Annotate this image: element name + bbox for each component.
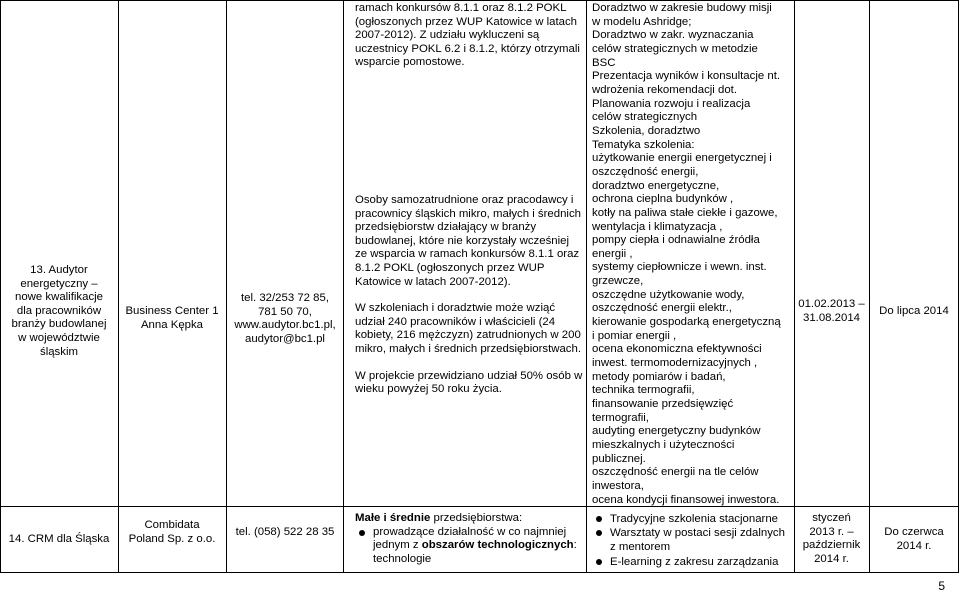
row14-contact: tel. (058) 522 28 35 (235, 526, 335, 538)
row14-scope-list (592, 512, 792, 569)
col-border-1 (118, 0, 119, 573)
row14-dates: styczeń 2013 r. – październik 2014 r. (802, 512, 861, 565)
row14-target-bullet (355, 526, 583, 567)
scope-line: oszczędne użytkowanie wody, (592, 288, 745, 301)
col-border-4 (586, 0, 587, 573)
scope-line: Planowania rozwoju i realizacja (592, 97, 751, 110)
scope-line: systemy ciepłownicze i wewn. inst. (592, 261, 767, 274)
row14-target-heading (355, 512, 583, 526)
scope-line: pompy ciepła i odnawialne źródła (592, 234, 760, 247)
row14-title: 14. CRM dla Śląska (8, 533, 110, 545)
scope-line: inwestora, (592, 479, 644, 492)
scope-bullet: Warsztaty w postaci sesji zdalnych z mentorem (592, 526, 792, 554)
col-border-left (0, 0, 1, 573)
rule-bottom (0, 572, 959, 573)
row14-target-group (355, 512, 583, 566)
scope-line: inwest. termomodernizacyjnych , (592, 357, 758, 370)
scope-line: ochrona cieplna budynków , (592, 193, 734, 206)
row14-organizer: Combidata Poland Sp. z o.o. (128, 519, 216, 545)
scope-line: BSC (592, 56, 616, 69)
row13-target-paragraph-2: W szkoleniach i doradztwie może wziąć udział 240 pracowników i właścicieli (24 kobiety, 216 mężczyzn) zatrudnionych w 200 mikro, małych i średnich przedsiębiorstwach. (355, 302, 581, 355)
scope-line: grzewcze, (592, 275, 644, 288)
row13-target-paragraph-1: Osoby samozatrudnione oraz pracodawcy i pracownicy śląskich mikro, małych i średnich przedsiębiorstw działający w branży budowlanej, które nie korzystały wcześniej ze wsparcia w ramach konkursów 8.1.1 oraz 8.1.2 POKL (ogłoszonych przez WUP Katowice w latach 2007-2012). (355, 193, 581, 288)
scope-line: wentylacja i klimatyzacja , (592, 220, 723, 233)
row13-contact: tel. 32/253 72 85, 781 50 70, www.audytor.bc1.pl, audytor@bc1.pl (234, 292, 336, 345)
row13-deadline: Do lipca 2014 (879, 305, 949, 317)
row13-scope-list (592, 2, 792, 507)
scope-line: oszczędność energii, (592, 165, 699, 178)
row13-dates: 01.02.2013 – 31.08.2014 (798, 298, 865, 324)
scope-line: ocena ekonomiczna efektywności (592, 343, 762, 356)
scope-line: Tematyka szkolenia: (592, 138, 695, 151)
scope-line: oszczędność energii elektr., (592, 302, 732, 315)
scope-line: publicznej. (592, 452, 646, 465)
scope-bullet: E-learning z zakresu zarządzania (592, 555, 792, 569)
col-border-3 (343, 0, 344, 573)
page-number: 5 (938, 579, 945, 593)
scope-line: metody pomiarów i badań, (592, 370, 726, 383)
row14-deadline: Do czerwca 2014 r. (884, 526, 944, 552)
scope-line: kotły na paliwa stałe ciekłe i gazowe, (592, 206, 778, 219)
scope-line: ocena kondycji finansowej inwestora. (592, 493, 780, 506)
scope-line: audyting energetyczny budynków (592, 425, 761, 438)
col-border-2 (226, 0, 227, 573)
row14-target-heading-bold: Małe i średnie (355, 512, 431, 524)
row13-title: 13. Audytor energetyczny – nowe kwalifikacje dla pracowników branży budowlanej w województwie śląskim (11, 264, 107, 358)
row13-target-group (355, 2, 583, 397)
col-border-6 (869, 0, 870, 573)
row13-target-continuation: ramach konkursów 8.1.1 oraz 8.1.2 POKL (ogłoszonych przez WUP Katowice w latach 2007-2012). Z udziału wykluczeni są uczestnicy POKL 6.2 i 8.1.2, którzy otrzymali wsparcie pomostowe. (355, 2, 580, 69)
row14-target-bullet-post: : technologie (373, 539, 577, 565)
col-border-5 (794, 0, 795, 573)
scope-line: celów strategicznych w metodzie (592, 42, 758, 55)
scope-bullet: Tradycyjne szkolenia stacjonarne (592, 512, 792, 526)
scope-line: oszczędność energii na tle celów (592, 466, 759, 479)
scope-line: użytkowanie energii energetycznej i (592, 152, 772, 165)
row14-target-bullet-pre: prowadzące działalność w co najmniej jednym z (373, 525, 567, 552)
row13-target-paragraph-3: W projekcie przewidziano udział 50% osób w wieku powyżej 50 roku życia. (355, 369, 583, 396)
scope-line: energii , (592, 247, 633, 260)
scope-line: technika termografii, (592, 384, 695, 397)
scope-line: Doradztwo w zakr. wyznaczania (592, 29, 754, 42)
scope-line: w modelu Ashridge; (592, 15, 692, 28)
scope-line: termografii, (592, 411, 649, 424)
scope-line: finansowanie przedsięwzięć (592, 398, 734, 411)
row14-target-bullet-bold: obszarów technologicznych (421, 539, 574, 552)
rule-row-divider (0, 506, 959, 507)
row14-target-heading-rest: przedsiębiorstwa: (430, 512, 523, 524)
scope-line: celów strategicznych (592, 111, 698, 124)
scope-line: doradztwo energetyczne, (592, 179, 720, 192)
row13-organizer: Business Center 1 Anna Kępka (125, 305, 219, 331)
scope-line: kierowanie gospodarką energetyczną (592, 316, 781, 329)
rule-top (0, 0, 959, 1)
scope-line: i pomiar energii , (592, 329, 677, 342)
scope-line: Prezentacja wyników i konsultacje nt. (592, 70, 781, 83)
scope-line: mieszkalnych i użyteczności (592, 439, 735, 451)
scope-line: Szkolenia, doradztwo (592, 124, 701, 137)
scope-line: Doradztwo w zakresie budowy misji (592, 2, 772, 14)
scope-line: wdrożenia rekomendacji dot. (592, 83, 737, 96)
